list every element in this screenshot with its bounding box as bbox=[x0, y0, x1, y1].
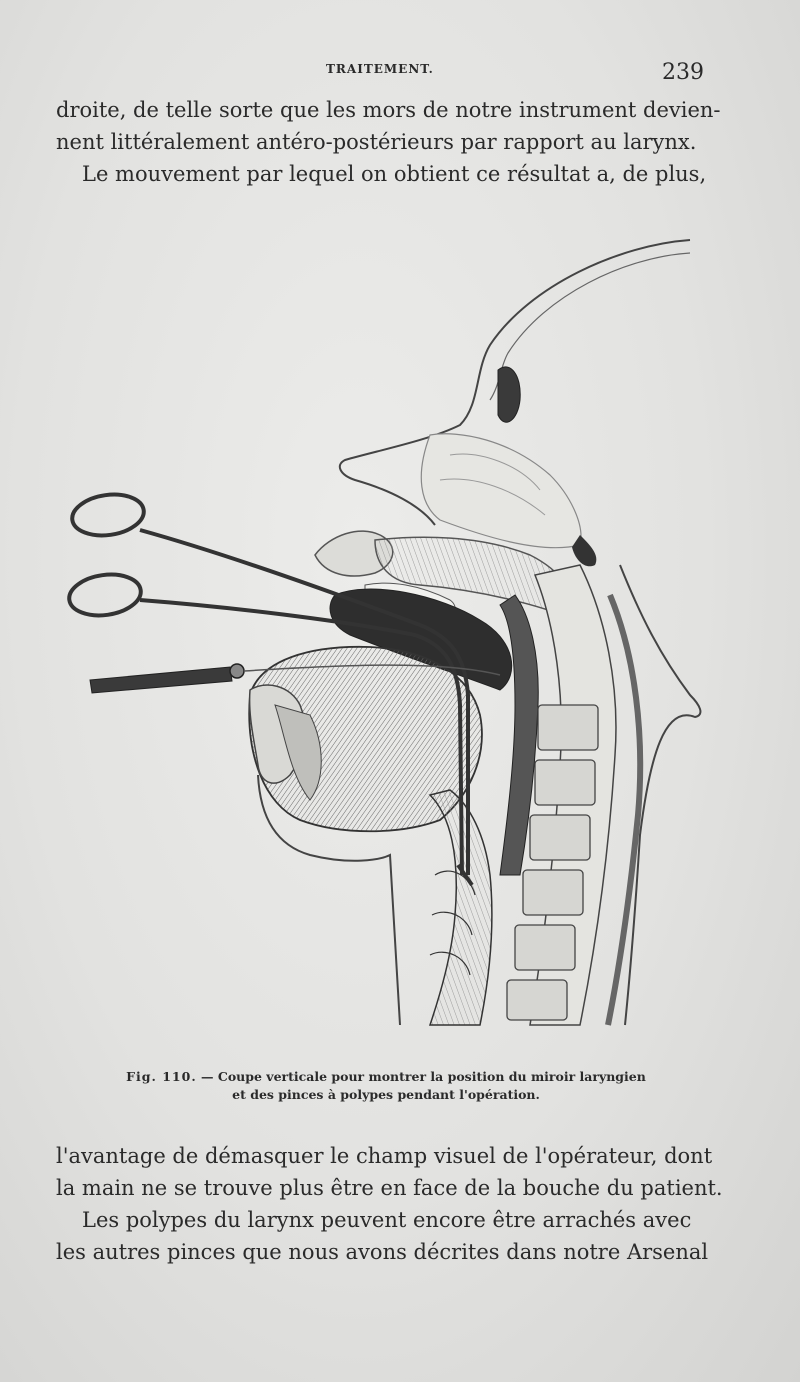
text-line: Les polypes du larynx peuvent encore être arrachés avec bbox=[82, 1208, 692, 1232]
anatomical-illustration bbox=[60, 235, 710, 1055]
text-line: droite, de telle sorte que les mors de notre instrument devien- bbox=[56, 98, 721, 122]
figure-label: Fig. 110. bbox=[126, 1069, 197, 1084]
top-paragraph bbox=[56, 94, 721, 190]
text-line: les autres pinces que nous avons décrites dans notre Arsenal bbox=[56, 1240, 709, 1264]
frontal-sinus bbox=[498, 367, 520, 422]
caption-line: et des pinces à polypes pendant l'opération. bbox=[232, 1087, 540, 1102]
neck-back bbox=[620, 565, 700, 1025]
page-number: 239 bbox=[662, 60, 704, 85]
spinal-cord bbox=[608, 595, 640, 1025]
text-line: la main ne se trouve plus être en face de la bouche du patient. bbox=[56, 1176, 723, 1200]
running-title: TRAITEMENT. bbox=[326, 62, 434, 76]
caption-line: Fig. 110. — Coupe verticale pour montrer la position du miroir laryngien bbox=[126, 1069, 646, 1084]
text-line: Le mouvement par lequel on obtient ce résultat a, de plus, bbox=[82, 162, 707, 186]
nasal-cavity bbox=[421, 434, 581, 548]
bottom-paragraph bbox=[56, 1140, 723, 1268]
figure-caption bbox=[86, 1068, 686, 1104]
text-line: l'avantage de démasquer le champ visuel de l'opérateur, dont bbox=[56, 1144, 713, 1168]
text-line: nent littéralement antéro-postérieurs par rapport au larynx. bbox=[56, 130, 697, 154]
